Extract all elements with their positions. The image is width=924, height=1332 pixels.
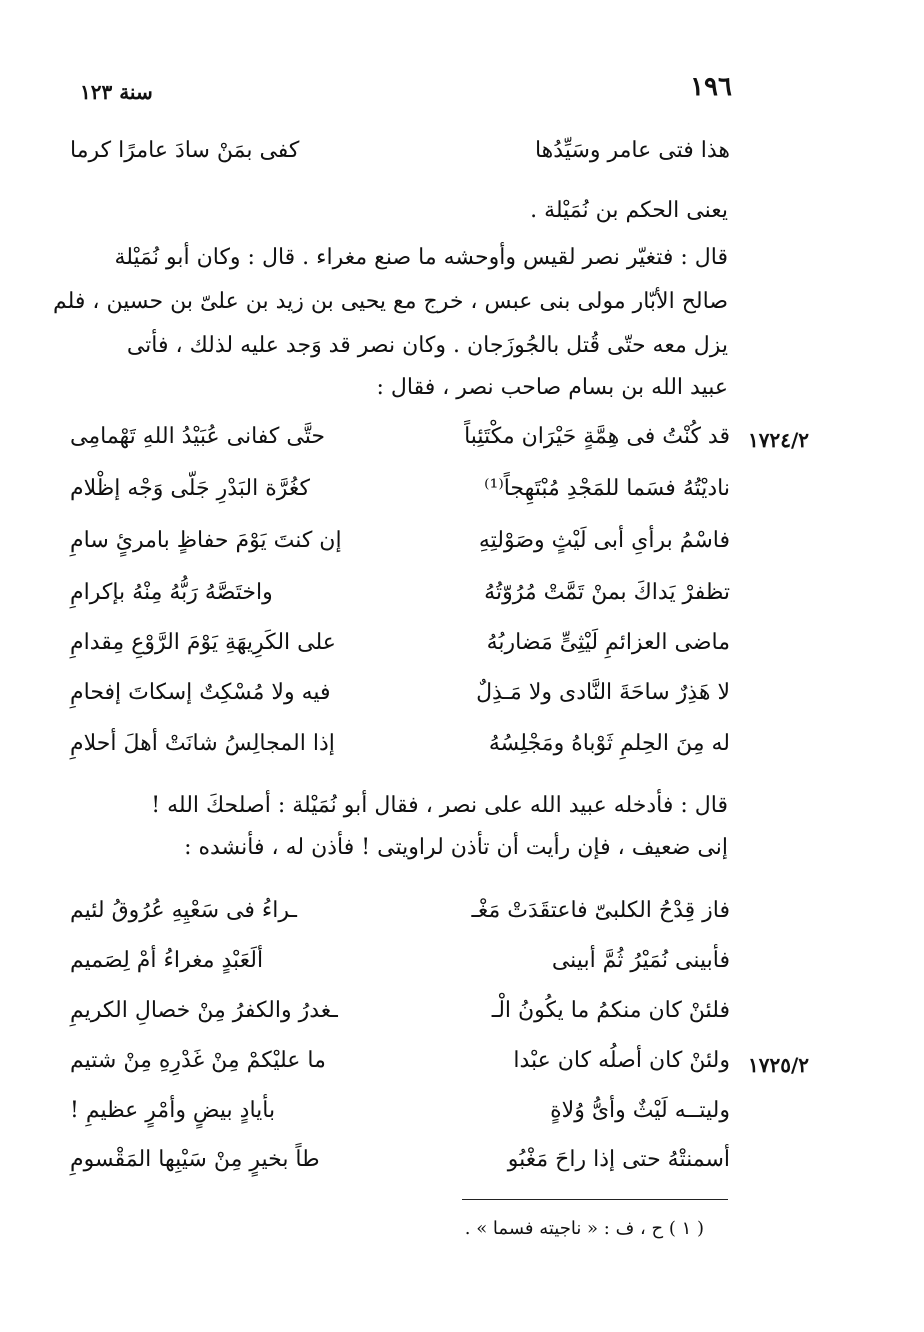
poem-verse xyxy=(70,528,730,562)
verse-hemistich-second: فيه ولا مُسْكِتٌ إسكاتَ إفحامِ xyxy=(70,680,331,705)
verse-hemistich-first: قد كُنْتُ فى هِمَّةٍ حَيْرَان مكْتَئِباً xyxy=(464,424,730,449)
verse-hemistich-first: ناديْتُهُ فسَما للمَجْدِ مُبْتَهِجاً⁽¹⁾ xyxy=(484,476,730,501)
verse-hemistich-second: كفى بمَنْ سادَ عامرًا كرما xyxy=(70,138,300,163)
verse-hemistich-first: ماضى العزائمِ لَيْثِىٍّ مَضاربُهُ xyxy=(486,630,730,655)
page-number: ١٩٦ xyxy=(690,72,732,102)
poem-verse xyxy=(70,1147,730,1181)
verse-hemistich-first: هذا فتى عامر وسَيِّدُها xyxy=(534,138,730,163)
poem-verse xyxy=(70,424,730,458)
page-year: سنة ١٢٣ xyxy=(80,80,153,104)
footnote: ( ١ ) ح ، ف : « ناجيته فسما » . xyxy=(464,1218,704,1239)
poem-verse xyxy=(70,580,730,614)
verse-hemistich-second: إذا المجالِسُ شانَتْ أهلَ أحلامِ xyxy=(70,731,335,756)
verse-hemistich-first: فاز قِدْحُ الكلبىّ فاعتقَدَتْ مَغْـ xyxy=(471,898,730,923)
prose-line: قال : فتغيّر نصر لقيس وأوحشه ما صنع مغراء . قال : وكان أبو نُمَيْلة xyxy=(114,245,728,270)
poem-verse xyxy=(70,998,730,1032)
verse-hemistich-first: فاسْمُ برأىِ أبى لَيْثٍ وصَوْلتِهِ xyxy=(478,528,730,553)
verse-hemistich-first: ولئنْ كان أصلُه كان عبْدا xyxy=(513,1048,730,1073)
verse-hemistich-first: له مِنَ الحِلمِ ثَوْباهُ ومَجْلِسُهُ xyxy=(488,731,730,756)
verse-hemistich-second: كغُرَّة البَدْرِ جَلّى وَجْه إظْلام xyxy=(70,476,310,501)
poem-verse xyxy=(70,1098,730,1132)
verse-hemistich-second: بأيادٍ بيضٍ وأمْرٍ عظيمِ ! xyxy=(70,1098,276,1123)
prose-line: عبيد الله بن بسام صاحب نصر ، فقال : xyxy=(376,375,728,400)
verse-hemistich-second: ـراءُ فى سَعْيِهِ عُرُوقُ لئيم xyxy=(70,898,297,923)
prose-line: يزل معه حتّى قُتل بالجُوزَجان . وكان نصر قد وَجد عليه لذلك ، فأتى xyxy=(126,333,728,358)
prose-line: إنى ضعيف ، فإن رأيت أن تأذن لراويتى ! فأذن له ، فأنشده : xyxy=(184,835,728,860)
footnote-divider xyxy=(462,1199,728,1200)
prose-line: يعنى الحكم بن نُمَيْلة . xyxy=(530,198,728,223)
poem-verse xyxy=(70,948,730,982)
verse-hemistich-second: ـغدرُ والكفرُ مِنْ خصالِ الكريمِ xyxy=(70,998,338,1023)
verse-hemistich-second: على الكَرِيهَةِ يَوْمَ الرَّوْعِ مِقدامِ xyxy=(70,630,336,655)
prose-line: صالح الأبّار مولى بنى عبس ، خرج مع يحيى بن زيد بن علىّ بن حسين ، فلم xyxy=(52,289,728,314)
verse-hemistich-second: ما عليْكمْ مِنْ غَدْرِهِ مِنْ شتيم xyxy=(70,1048,326,1073)
verse-hemistich-second: حتَّى كفانى عُبَيْدُ اللهِ تَهْمامِى xyxy=(70,424,325,449)
verse-hemistich-first: أسمنتْهُ حتى إذا راحَ مَغْبُو xyxy=(507,1147,730,1172)
poem-verse xyxy=(70,630,730,664)
verse-hemistich-second: إن كنتَ يَوْمَ حفاظٍ بامرئٍ سامِ xyxy=(70,528,342,553)
verse-hemistich-second: واختَصَّهُ رَبُّهُ مِنْهُ بإكرامِ xyxy=(70,580,273,605)
margin-reference-number: ١٧٢٥/٢ xyxy=(748,1053,810,1077)
verse-hemistich-first: فلئنْ كان منكمُ ما يكُونُ الْـ xyxy=(491,998,730,1023)
poem-verse xyxy=(70,731,730,765)
prose-line: قال : فأدخله عبيد الله على نصر ، فقال أبو نُمَيْلة : أصلحكَ الله ! xyxy=(151,793,728,818)
verse-hemistich-second: ألَعَبْدٍ مغراءُ أمْ لِصَميم xyxy=(70,948,264,973)
poem-verse xyxy=(70,898,730,932)
margin-reference-number: ١٧٢٤/٢ xyxy=(748,428,810,452)
verse-hemistich-first: تظفرْ يَداكَ بمنْ تَمَّتْ مُرُوّتُهُ xyxy=(484,580,730,605)
verse-hemistich-second: طاً بخيرٍ مِنْ سَيْبِها المَقْسومِ xyxy=(70,1147,320,1172)
poem-verse xyxy=(70,680,730,714)
verse-hemistich-first: فأبينى نُمَيْرُ ثُمَّ أبينى xyxy=(551,948,730,973)
verse-hemistich-first: لا هَذِرٌ ساحَةَ النَّادى ولا مَـذِلٌ xyxy=(476,680,730,705)
poem-verse xyxy=(70,1048,730,1082)
verse-hemistich-first: وليتــه لَيْثٌ وأىُّ وُلاةٍ xyxy=(550,1098,730,1123)
poem-verse xyxy=(70,476,730,510)
opening-verse xyxy=(70,138,730,172)
